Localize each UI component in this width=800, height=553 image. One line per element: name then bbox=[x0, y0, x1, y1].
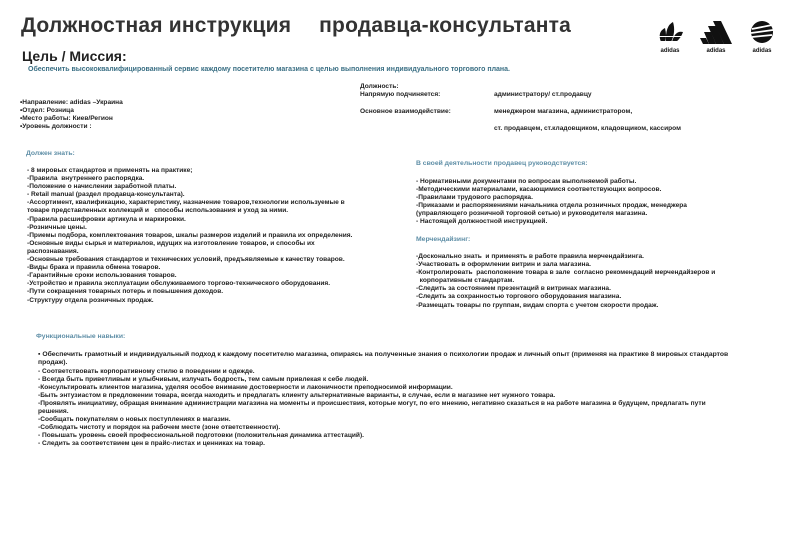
list-item: - Всегда быть приветливым и улыбчивым, излучать бодрость, тем самым привлекая к себе людей. bbox=[38, 375, 369, 383]
position-label: Должность: bbox=[360, 83, 399, 90]
list-item: -Участвовать в оформлении витрин и зала магазина. bbox=[416, 261, 591, 269]
guidance-heading: В своей деятельности продавец руководствуется: bbox=[416, 160, 588, 167]
list-item: -Консультировать клиентов магазина, уделяя особое внимание достоверности и лаконичности преподносимой информации. bbox=[38, 383, 453, 391]
list-item: корпоративным стандартам. bbox=[416, 277, 515, 285]
list-item: товаре представленных коллекций и способы использования и уход за ними. bbox=[27, 207, 289, 215]
adidas-stripes-logo bbox=[697, 20, 735, 54]
page-title bbox=[21, 14, 571, 38]
list-item: -Положение о начислении заработной платы. bbox=[27, 183, 177, 191]
info-department: •Отдел: Розница bbox=[20, 107, 74, 115]
info-direction: •Направление: adidas –Украина bbox=[20, 99, 123, 106]
list-item: -Гарантийные сроки использования товаров. bbox=[27, 272, 177, 280]
functional-list bbox=[38, 351, 738, 449]
list-item: -Пути сокращения товарных потерь и повышения доходов. bbox=[27, 288, 224, 296]
list-item: - Настоящей должностной инструкцией. bbox=[416, 218, 548, 226]
list-item: -Досконально знать и применять в работе правила мерчендайзинга. bbox=[416, 253, 644, 260]
list-item: -Основные виды сырья и материалов, идущих на изготовление товаров, и способы их bbox=[27, 239, 315, 247]
globe-icon bbox=[743, 20, 781, 46]
list-item: -Размещать товары по группам, видам спорта с учетом скорости продаж. bbox=[416, 301, 659, 309]
list-item: -Устройство и правила эксплуатации обслуживаемого торгово-технического оборудования. bbox=[27, 280, 331, 288]
interaction-value-2: ст. продавцем, ст.кладовщиком, кладовщиком, кассиром bbox=[494, 125, 681, 132]
adidas-globe-logo bbox=[743, 20, 781, 54]
reports-label: Напрямую подчиняется: bbox=[360, 91, 441, 98]
list-item: -Приемы подбора, комплектования товаров, шкалы размеров изделий и правила их определения. bbox=[27, 231, 353, 239]
list-item: -Структуру отдела розничных продаж. bbox=[27, 296, 154, 304]
list-item: - Нормативными документами по вопросам выполняемой работы. bbox=[416, 178, 637, 185]
position-info bbox=[360, 91, 740, 134]
interaction-label: Основное взаимодействие: bbox=[360, 108, 451, 115]
list-item: ▪ Обеспечить грамотный и индивидуальный подход к каждому посетителю магазина, опираясь на полученные знания о психологии продаж и личный опыт (применяя на практике 8 мировых стандартов продаж). bbox=[38, 351, 729, 367]
list-item: -Правилами трудового распорядка. bbox=[416, 194, 533, 202]
list-item: -Основные требования стандартов и технических условий, предъявляемые к качеству товаров. bbox=[27, 256, 345, 264]
reports-value: администратору/ ст.продавцу bbox=[494, 91, 592, 98]
adidas-trefoil-logo bbox=[651, 20, 689, 54]
knowledge-heading: Должен знать: bbox=[26, 150, 75, 157]
info-workplace: •Место работы: Киев/Регион bbox=[20, 115, 113, 123]
list-item: распознавания. bbox=[27, 247, 79, 255]
list-item: -Проявлять инициативу, обращая внимание администрации магазина на моменты и происшествия, которые могут, по его мнению, негативно сказаться в на работе магазина в будущем, предлагать пути решения. bbox=[38, 399, 706, 416]
list-item: -Розничные цены. bbox=[27, 223, 87, 231]
bullet-icon: ▪ bbox=[38, 351, 41, 358]
adidas-logos bbox=[651, 20, 791, 54]
list-item: - Повышать уровень своей профессиональной подготовки (положительная динамика аттестаций). bbox=[38, 432, 365, 440]
logo-text: adidas bbox=[660, 48, 680, 54]
list-item: - Retail manual (раздел продавца-консультанта). bbox=[27, 191, 185, 199]
list-item: - Следить за соответствием цен в прайс-листах и ценниках на товар. bbox=[38, 440, 265, 448]
list-item: -Соблюдать чистоту и порядок на рабочем месте (зоне ответственности). bbox=[38, 424, 281, 432]
three-stripes-icon bbox=[697, 20, 735, 46]
list-item: - 8 мировых стандартов и применять на практике; bbox=[27, 167, 193, 174]
list-item: -Методическими материалами, касающимися соответствующих вопросов. bbox=[416, 186, 662, 194]
title-part-2: продавца-консультанта bbox=[319, 14, 572, 37]
guidance-list bbox=[416, 178, 687, 227]
list-item: -Ассортимент, квалификацию, характеристику, назначение товаров,технологии используемые в bbox=[27, 199, 345, 207]
list-item: -Контролировать расположение товара в зале согласно рекомендаций мерчендайзеров и bbox=[416, 269, 716, 277]
merch-heading: Мерчендайзинг: bbox=[416, 236, 471, 243]
list-item: -Правила расшифровки артикула и маркировки. bbox=[27, 215, 186, 223]
interaction-value-1: менеджером магазина, администратором, bbox=[494, 108, 633, 115]
list-item: -Сообщать покупателям о новых поступлениях в магазин. bbox=[38, 416, 231, 424]
mission-text: Обеспечить высококвалифицированный сервис каждому посетителю магазина с целью выполнения индивидуального торгового плана. bbox=[28, 66, 510, 73]
title-part-1: Должностная инструкция bbox=[21, 14, 292, 37]
list-item: -Следить за состоянием презентаций в витринах магазина. bbox=[416, 285, 611, 293]
merch-list bbox=[416, 253, 715, 310]
trefoil-icon bbox=[651, 20, 689, 46]
list-item: -Виды брака и правила обмена товаров. bbox=[27, 264, 161, 272]
list-item: - Соответствовать корпоративному стилю в поведении и одежде. bbox=[38, 367, 255, 375]
list-item: -Правила внутреннего распорядка. bbox=[27, 175, 145, 183]
logo-text: adidas bbox=[706, 48, 726, 54]
info-level: •Уровень должности : bbox=[20, 123, 92, 131]
list-item: -Следить за сохранностью торгового оборудования магазина. bbox=[416, 293, 622, 301]
functional-heading: Функциональные навыки: bbox=[36, 333, 126, 340]
list-item: (управляющего розничной торговой сетью) и руководителя магазина. bbox=[416, 210, 648, 218]
department-info bbox=[20, 99, 123, 131]
mission-heading: Цель / Миссия: bbox=[22, 48, 127, 64]
list-item: -Приказами и распоряжениями начальника отдела розничных продаж, менеджера bbox=[416, 202, 687, 210]
knowledge-list bbox=[27, 167, 352, 305]
list-item: -Быть энтузиастом в предложении товара, всегда находить и предлагать клиенту альтернативные варианты, в случае, если в магазине нет нужного товара. bbox=[38, 391, 556, 399]
logo-text: adidas bbox=[752, 48, 772, 54]
